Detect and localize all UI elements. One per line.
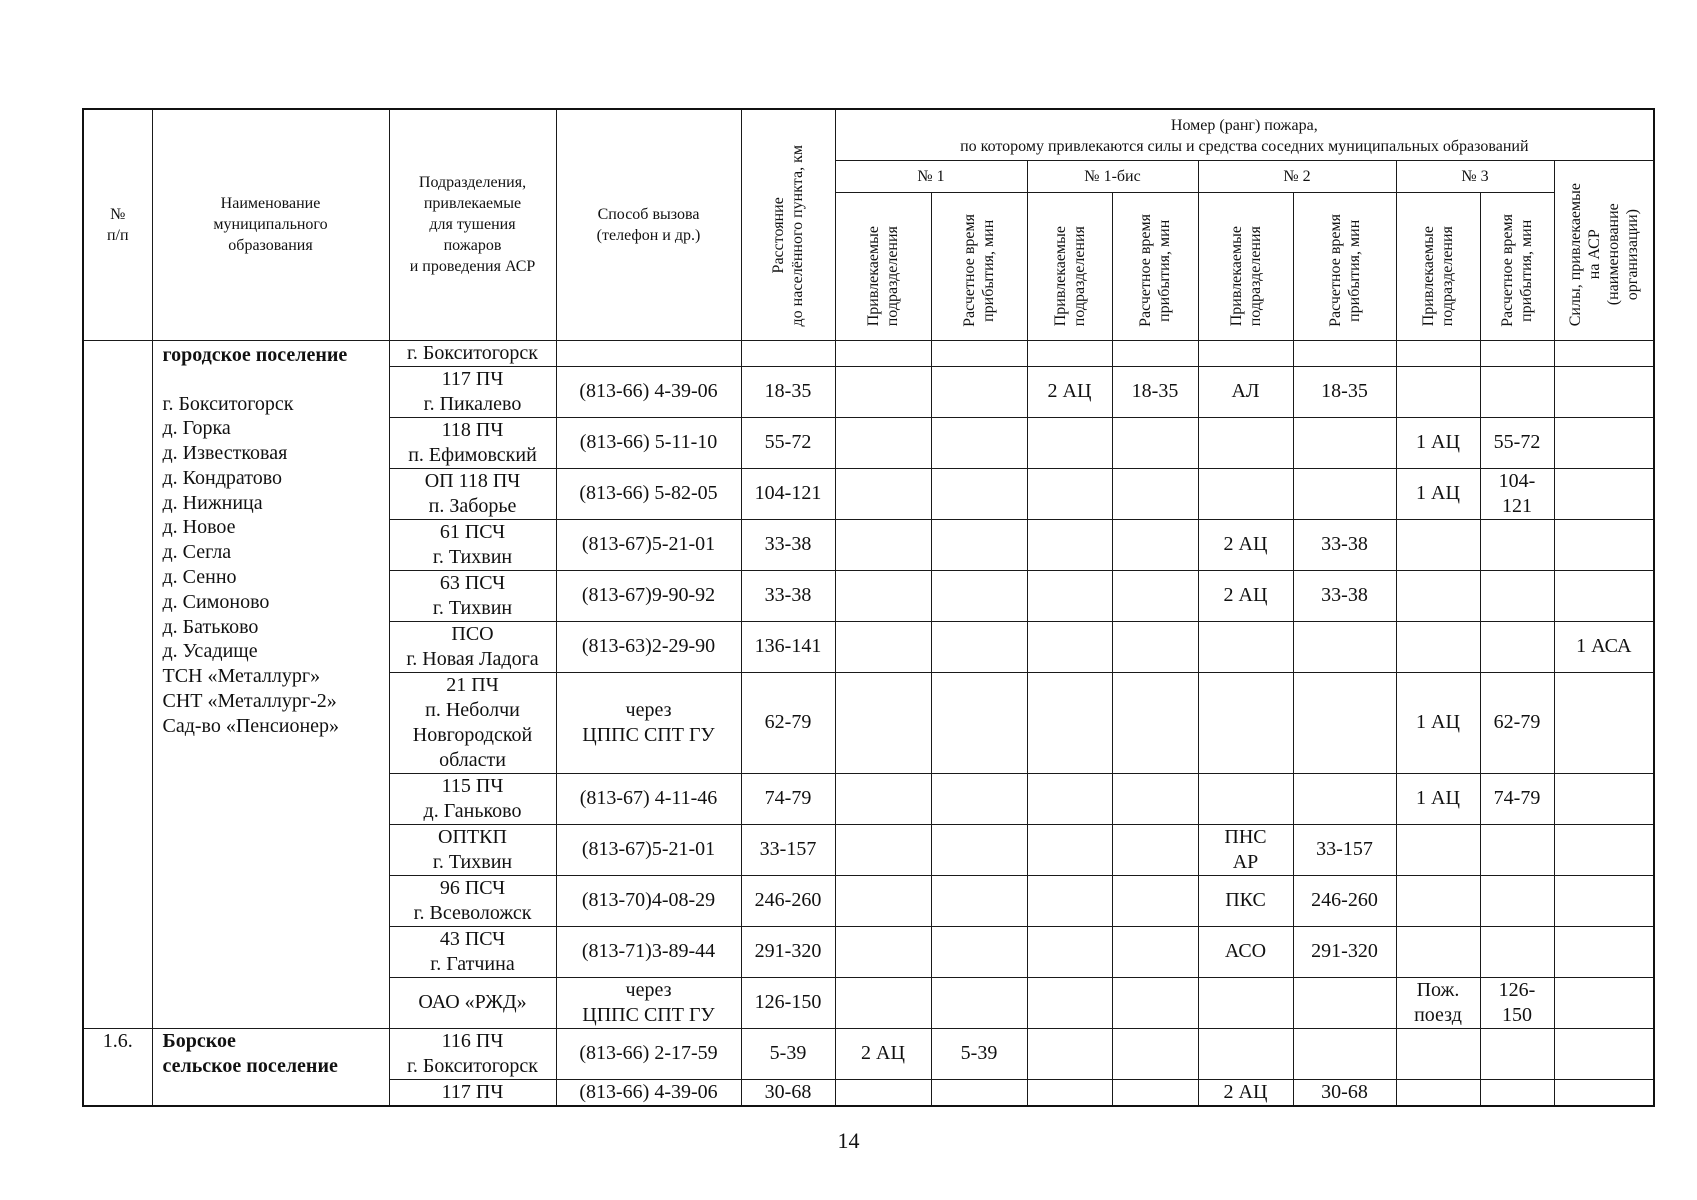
rank3-units-cell	[1396, 875, 1480, 926]
rank1bis-units-cell	[1027, 824, 1112, 875]
call-method-cell: (813-67)5-21-01	[556, 519, 741, 570]
asr-forces-cell	[1554, 570, 1654, 621]
rank2-units-cell: 2 АЦ	[1198, 1079, 1293, 1106]
header-r3-time-cell	[1480, 192, 1554, 340]
header-r3-units: Привлекаемые подразделения	[1420, 226, 1456, 327]
unit-cell: 43 ПСЧ г. Гатчина	[389, 926, 556, 977]
rank1-units-cell	[835, 621, 931, 672]
empty-cell	[1027, 340, 1112, 366]
locality-item: ТСН «Металлург»	[162, 665, 321, 688]
unit-cell: 96 ПСЧ г. Всеволожск	[389, 875, 556, 926]
unit-cell: 63 ПСЧ г. Тихвин	[389, 570, 556, 621]
municipality-name-cell	[152, 340, 389, 1028]
asr-forces-cell	[1554, 1079, 1654, 1106]
rank2-time-cell: 30-68	[1293, 1079, 1396, 1106]
header-asr: Силы, привлекаемые на АСР (наименование организации)	[1566, 183, 1641, 327]
rank2-time-cell: 33-38	[1293, 519, 1396, 570]
rank2-units-cell	[1198, 417, 1293, 468]
rank2-time-cell	[1293, 672, 1396, 773]
unit-cell: 115 ПЧ д. Ганьково	[389, 773, 556, 824]
locality-item: д. Известковая	[162, 442, 288, 465]
rank3-time-cell: 55-72	[1480, 417, 1554, 468]
header-r1-time: Расчетное время прибытия, мин	[961, 213, 997, 327]
rank2-units-cell	[1198, 977, 1293, 1028]
rank2-time-cell	[1293, 417, 1396, 468]
distance-cell: 33-38	[741, 570, 835, 621]
rank1bis-time-cell	[1112, 926, 1198, 977]
empty-cell	[1396, 340, 1480, 366]
call-method-cell: (813-71)3-89-44	[556, 926, 741, 977]
rank1bis-units-cell	[1027, 672, 1112, 773]
rank1-units-cell	[835, 570, 931, 621]
empty-cell	[1293, 340, 1396, 366]
rank1bis-units-cell	[1027, 417, 1112, 468]
rank1-units-cell	[835, 875, 931, 926]
unit-cell: 116 ПЧ г. Бокситогорск	[389, 1028, 556, 1079]
rank2-time-cell: 33-157	[1293, 824, 1396, 875]
rank3-time-cell: 74-79	[1480, 773, 1554, 824]
distance-cell: 18-35	[741, 366, 835, 417]
rank2-units-cell: АСО	[1198, 926, 1293, 977]
locality-item: д. Нижница	[162, 491, 263, 514]
asr-forces-cell	[1554, 672, 1654, 773]
rank1-time-cell	[931, 417, 1027, 468]
distance-cell: 55-72	[741, 417, 835, 468]
rank1-units-cell: 2 АЦ	[835, 1028, 931, 1079]
asr-forces-cell	[1554, 1028, 1654, 1079]
header-rank-1: № 1	[835, 160, 1027, 192]
rank1bis-units-cell: 2 АЦ	[1027, 366, 1112, 417]
rank1-time-cell	[931, 926, 1027, 977]
empty-cell	[1480, 340, 1554, 366]
locality-item: г. Бокситогорск	[162, 392, 294, 415]
rank1-time-cell	[931, 824, 1027, 875]
header-r1b-units: Привлекаемые подразделения	[1051, 226, 1088, 327]
rank2-time-cell: 18-35	[1293, 366, 1396, 417]
rank2-units-cell: 2 АЦ	[1198, 570, 1293, 621]
rank3-time-cell	[1480, 1079, 1554, 1106]
rank3-time-cell	[1480, 570, 1554, 621]
rank2-units-cell: 2 АЦ	[1198, 519, 1293, 570]
rank2-time-cell	[1293, 1028, 1396, 1079]
call-method-cell: (813-66) 4-39-06	[556, 1079, 741, 1106]
rank3-units-cell	[1396, 366, 1480, 417]
rank1bis-time-cell	[1112, 621, 1198, 672]
header-r1b-time: Расчетное время прибытия, мин	[1137, 213, 1173, 327]
table-sheet	[82, 108, 1655, 1107]
rank2-time-cell	[1293, 621, 1396, 672]
rank2-time-cell	[1293, 977, 1396, 1028]
rank1-time-cell	[931, 570, 1027, 621]
header-distance-cell	[741, 109, 835, 340]
rank2-time-cell: 291-320	[1293, 926, 1396, 977]
rank2-units-cell	[1198, 621, 1293, 672]
rank1bis-time-cell	[1112, 1079, 1198, 1106]
header-r1-units-cell	[835, 192, 931, 340]
rank2-units-cell	[1198, 773, 1293, 824]
distance-cell: 33-157	[741, 824, 835, 875]
fire-forces-table	[82, 108, 1655, 1107]
rank2-time-cell: 33-38	[1293, 570, 1396, 621]
locality-item: д. Горка	[162, 417, 231, 440]
call-method-cell: (813-67)5-21-01	[556, 824, 741, 875]
asr-forces-cell	[1554, 824, 1654, 875]
header-call: Способ вызова (телефон и др.)	[556, 109, 741, 340]
rank1-units-cell	[835, 824, 931, 875]
rank2-units-cell: ПКС	[1198, 875, 1293, 926]
table-body	[83, 340, 1654, 1106]
header-name: Наименование муниципального образования	[152, 109, 389, 340]
rank1bis-units-cell	[1027, 977, 1112, 1028]
empty-cell	[1554, 340, 1654, 366]
call-method-cell: через ЦППС СПТ ГУ	[556, 977, 741, 1028]
asr-forces-cell	[1554, 977, 1654, 1028]
rank2-time-cell	[1293, 773, 1396, 824]
distance-cell: 33-38	[741, 519, 835, 570]
rank1-units-cell	[835, 417, 931, 468]
rank1bis-time-cell	[1112, 468, 1198, 519]
rank3-time-cell	[1480, 621, 1554, 672]
call-method-cell: (813-66) 5-11-10	[556, 417, 741, 468]
rank3-units-cell	[1396, 519, 1480, 570]
unit-cell: 61 ПСЧ г. Тихвин	[389, 519, 556, 570]
rank1-time-cell	[931, 468, 1027, 519]
rank2-time-cell	[1293, 468, 1396, 519]
locality-cell: г. Бокситогорск	[389, 340, 556, 366]
call-method-cell: через ЦППС СПТ ГУ	[556, 672, 741, 773]
locality-list	[163, 392, 379, 739]
rank1-units-cell	[835, 773, 931, 824]
rank2-units-cell	[1198, 672, 1293, 773]
asr-forces-cell	[1554, 773, 1654, 824]
rank1-units-cell	[835, 977, 931, 1028]
rank1-time-cell: 5-39	[931, 1028, 1027, 1079]
rank1-time-cell	[931, 1079, 1027, 1106]
locality-item: д. Батьково	[162, 615, 259, 638]
call-method-cell: (813-67)9-90-92	[556, 570, 741, 621]
rank1bis-time-cell	[1112, 773, 1198, 824]
locality-item: д. Сегла	[162, 541, 232, 564]
distance-cell: 136-141	[741, 621, 835, 672]
locality-item: Сад-во «Пенсионер»	[162, 714, 340, 737]
page-number: 14	[837, 1128, 860, 1153]
asr-forces-cell	[1554, 926, 1654, 977]
call-method-cell: (813-67) 4-11-46	[556, 773, 741, 824]
distance-cell: 5-39	[741, 1028, 835, 1079]
rank3-units-cell: 1 АЦ	[1396, 773, 1480, 824]
rank1-time-cell	[931, 977, 1027, 1028]
rank1-units-cell	[835, 926, 931, 977]
rank3-time-cell: 62-79	[1480, 672, 1554, 773]
empty-cell	[741, 340, 835, 366]
call-method-cell: (813-66) 4-39-06	[556, 366, 741, 417]
rank3-units-cell: 1 АЦ	[1396, 417, 1480, 468]
empty-cell	[835, 340, 931, 366]
rank3-time-cell	[1480, 926, 1554, 977]
locality-item: д. Сенно	[162, 566, 237, 589]
rank2-units-cell: АЛ	[1198, 366, 1293, 417]
distance-cell: 30-68	[741, 1079, 835, 1106]
rank1-units-cell	[835, 1079, 931, 1106]
locality-item: д. Кондратово	[162, 466, 283, 489]
rank1bis-units-cell	[1027, 621, 1112, 672]
rank3-units-cell	[1396, 621, 1480, 672]
rank3-units-cell: Пож. поезд	[1396, 977, 1480, 1028]
header-r3-time: Расчетное время прибытия, мин	[1499, 213, 1535, 327]
rank1bis-time-cell: 18-35	[1112, 366, 1198, 417]
locality-item: д. Усадище	[162, 640, 258, 663]
rank1bis-units-cell	[1027, 570, 1112, 621]
rank1bis-units-cell	[1027, 1079, 1112, 1106]
rank1-units-cell	[835, 366, 931, 417]
header-rank-2: № 2	[1198, 160, 1396, 192]
rank1-time-cell	[931, 621, 1027, 672]
rank3-units-cell	[1396, 926, 1480, 977]
unit-cell: ОПТКП г. Тихвин	[389, 824, 556, 875]
rank1-time-cell	[931, 875, 1027, 926]
unit-cell: ПСО г. Новая Ладога	[389, 621, 556, 672]
municipality-name-cell: Борское сельское поселение	[152, 1028, 389, 1106]
rank2-time-cell: 246-260	[1293, 875, 1396, 926]
row-num-cell	[83, 340, 152, 1028]
header-asr-cell	[1554, 160, 1654, 340]
header-r1-units: Привлекаемые подразделения	[865, 226, 901, 327]
rank1bis-units-cell	[1027, 773, 1112, 824]
rank2-units-cell: ПНС АР	[1198, 824, 1293, 875]
unit-cell: 117 ПЧ г. Пикалево	[389, 366, 556, 417]
asr-forces-cell	[1554, 417, 1654, 468]
empty-cell	[1198, 340, 1293, 366]
rank3-units-cell	[1396, 1079, 1480, 1106]
unit-cell: 21 ПЧ п. Неболчи Новгородской области	[389, 672, 556, 773]
asr-forces-cell	[1554, 519, 1654, 570]
rank1-time-cell	[931, 672, 1027, 773]
rank1bis-units-cell	[1027, 1028, 1112, 1079]
rank1-time-cell	[931, 366, 1027, 417]
rank1bis-units-cell	[1027, 468, 1112, 519]
row-num-cell: 1.6.	[83, 1028, 152, 1106]
rank1bis-time-cell	[1112, 875, 1198, 926]
unit-cell: 118 ПЧ п. Ефимовский	[389, 417, 556, 468]
rank3-time-cell	[1480, 824, 1554, 875]
rank3-units-cell	[1396, 824, 1480, 875]
rank1bis-time-cell	[1112, 417, 1198, 468]
rank1bis-time-cell	[1112, 672, 1198, 773]
table-row	[83, 340, 1654, 366]
distance-cell: 246-260	[741, 875, 835, 926]
rank3-units-cell: 1 АЦ	[1396, 468, 1480, 519]
asr-forces-cell: 1 АСА	[1554, 621, 1654, 672]
rank1bis-units-cell	[1027, 875, 1112, 926]
rank1bis-time-cell	[1112, 977, 1198, 1028]
rank3-time-cell	[1480, 366, 1554, 417]
rank1-time-cell	[931, 773, 1027, 824]
header-num: № п/п	[83, 109, 152, 340]
distance-cell: 126-150	[741, 977, 835, 1028]
rank1bis-units-cell	[1027, 519, 1112, 570]
rank3-time-cell	[1480, 519, 1554, 570]
call-method-cell: (813-66) 2-17-59	[556, 1028, 741, 1079]
rank3-time-cell: 126- 150	[1480, 977, 1554, 1028]
header-rank-title: Номер (ранг) пожара, по которому привлекаются силы и средства соседних муниципальных образований	[835, 109, 1654, 160]
rank3-units-cell: 1 АЦ	[1396, 672, 1480, 773]
rank1bis-time-cell	[1112, 1028, 1198, 1079]
municipality-title: городское поселение	[162, 343, 348, 366]
header-r2-time: Расчетное время прибытия, мин	[1326, 213, 1363, 327]
header-r1-time-cell	[931, 192, 1027, 340]
locality-item: д. Симоново	[162, 590, 270, 613]
unit-cell: ОП 118 ПЧ п. Заборье	[389, 468, 556, 519]
header-rank-1bis: № 1-бис	[1027, 160, 1198, 192]
table-header	[83, 109, 1654, 340]
rank1-units-cell	[835, 468, 931, 519]
call-method-cell: (813-70)4-08-29	[556, 875, 741, 926]
header-r2-units-cell	[1198, 192, 1293, 340]
locality-item: СНТ «Металлург-2»	[162, 690, 337, 713]
header-r1b-units-cell	[1027, 192, 1112, 340]
unit-cell: ОАО «РЖД»	[389, 977, 556, 1028]
asr-forces-cell	[1554, 875, 1654, 926]
rank3-time-cell: 104- 121	[1480, 468, 1554, 519]
asr-forces-cell	[1554, 468, 1654, 519]
header-r2-time-cell	[1293, 192, 1396, 340]
header-r2-units: Привлекаемые подразделения	[1227, 226, 1264, 327]
call-method-cell: (813-63)2-29-90	[556, 621, 741, 672]
header-r3-units-cell	[1396, 192, 1480, 340]
header-units: Подразделения, привлекаемые для тушения пожаров и проведения АСР	[389, 109, 556, 340]
rank1-units-cell	[835, 672, 931, 773]
call-method-cell: (813-66) 5-82-05	[556, 468, 741, 519]
distance-cell: 62-79	[741, 672, 835, 773]
rank3-units-cell	[1396, 570, 1480, 621]
rank1bis-units-cell	[1027, 926, 1112, 977]
rank3-time-cell	[1480, 875, 1554, 926]
header-rank-3: № 3	[1396, 160, 1554, 192]
rank1bis-time-cell	[1112, 824, 1198, 875]
rank2-units-cell	[1198, 468, 1293, 519]
rank2-units-cell	[1198, 1028, 1293, 1079]
empty-cell	[931, 340, 1027, 366]
rank1-units-cell	[835, 519, 931, 570]
table-row	[83, 1028, 1654, 1079]
rank1bis-time-cell	[1112, 519, 1198, 570]
rank1bis-time-cell	[1112, 570, 1198, 621]
locality-item: д. Новое	[162, 516, 236, 539]
header-distance: Расстояние до населённого пункта, км	[770, 145, 806, 327]
asr-forces-cell	[1554, 366, 1654, 417]
rank1-time-cell	[931, 519, 1027, 570]
distance-cell: 104-121	[741, 468, 835, 519]
empty-cell	[1112, 340, 1198, 366]
rank3-units-cell	[1396, 1028, 1480, 1079]
distance-cell: 291-320	[741, 926, 835, 977]
rank3-time-cell	[1480, 1028, 1554, 1079]
unit-cell: 117 ПЧ	[389, 1079, 556, 1106]
distance-cell: 74-79	[741, 773, 835, 824]
empty-cell	[556, 340, 741, 366]
header-r1b-time-cell	[1112, 192, 1198, 340]
